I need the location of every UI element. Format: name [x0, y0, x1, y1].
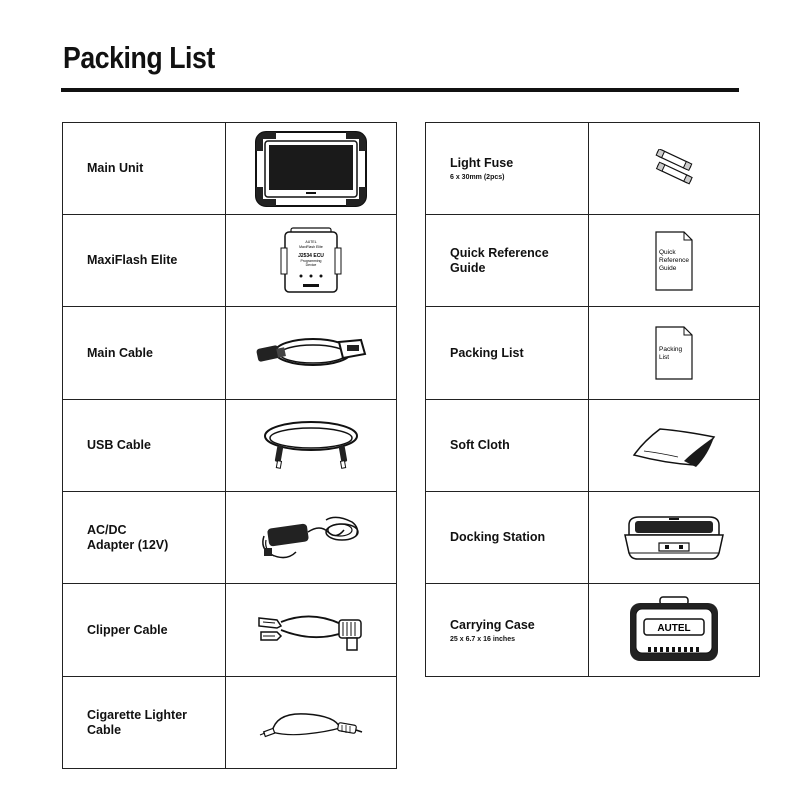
- item-name: AC/DC Adapter (12V): [87, 522, 169, 552]
- device-desc-label: Programming: [300, 258, 322, 263]
- docking-station-icon: [619, 513, 729, 563]
- item-name: Carrying Case: [450, 617, 535, 632]
- table-row: [63, 584, 397, 677]
- table-row: [63, 400, 397, 492]
- page-title: Packing List: [63, 40, 215, 75]
- cloth-icon: [624, 421, 724, 471]
- table-row: [63, 123, 397, 215]
- item-name: Packing List: [450, 345, 524, 360]
- table-row: [426, 492, 760, 584]
- table-row: [63, 307, 397, 400]
- doc-text-line: Guide: [659, 264, 677, 272]
- device-model-label: MaxiFlash Elite: [299, 244, 323, 249]
- item-spec: 6 x 30mm (2pcs): [450, 174, 505, 181]
- table-row: [426, 584, 760, 677]
- doc-text-line: Reference: [659, 256, 689, 264]
- usb-cable-icon: [256, 416, 366, 476]
- power-adapter-icon: [256, 508, 366, 568]
- table-row: [63, 492, 397, 584]
- item-name: Soft Cloth: [450, 438, 510, 452]
- doc-text-line: Quick: [659, 248, 676, 256]
- item-name: USB Cable: [87, 438, 151, 452]
- device-desc-label-2: Device: [305, 262, 317, 267]
- table-row: [63, 677, 397, 769]
- programming-device-icon: [271, 226, 351, 296]
- doc-text-line: Packing: [659, 346, 683, 353]
- item-spec: 25 x 6.7 x 16 inches: [450, 635, 515, 643]
- table-row: [426, 123, 760, 215]
- fuse-icon: [644, 149, 704, 189]
- table-row: [426, 215, 760, 307]
- right-packing-table: [425, 122, 760, 677]
- clipper-cable-icon: [251, 600, 371, 660]
- item-name: Docking Station: [450, 530, 546, 544]
- document-icon: [649, 230, 699, 292]
- item-name: Quick Reference Guide: [450, 245, 549, 275]
- device-brand-label: AUTEL: [305, 239, 317, 244]
- device-type-label: J2534 ECU: [298, 252, 324, 259]
- left-packing-table: [62, 122, 397, 769]
- table-row: [426, 400, 760, 492]
- item-name: Clipper Cable: [87, 622, 168, 637]
- doc-text-line: List: [659, 354, 670, 361]
- table-row: [63, 215, 397, 307]
- item-name: Main Cable: [87, 345, 153, 360]
- cigarette-lighter-cable-icon: [256, 698, 366, 748]
- carrying-case-icon: [624, 595, 724, 665]
- item-name: Cigarette Lighter Cable: [87, 707, 188, 737]
- item-name: Light Fuse: [450, 156, 514, 170]
- item-name: Main Unit: [87, 161, 144, 175]
- tablet-icon: [251, 129, 371, 209]
- document-icon: [649, 325, 699, 381]
- main-cable-icon: [251, 328, 371, 378]
- case-brand-label: AUTEL: [657, 623, 691, 634]
- item-name: MaxiFlash Elite: [87, 253, 178, 267]
- table-row: [426, 307, 760, 400]
- title-divider: [61, 88, 739, 92]
